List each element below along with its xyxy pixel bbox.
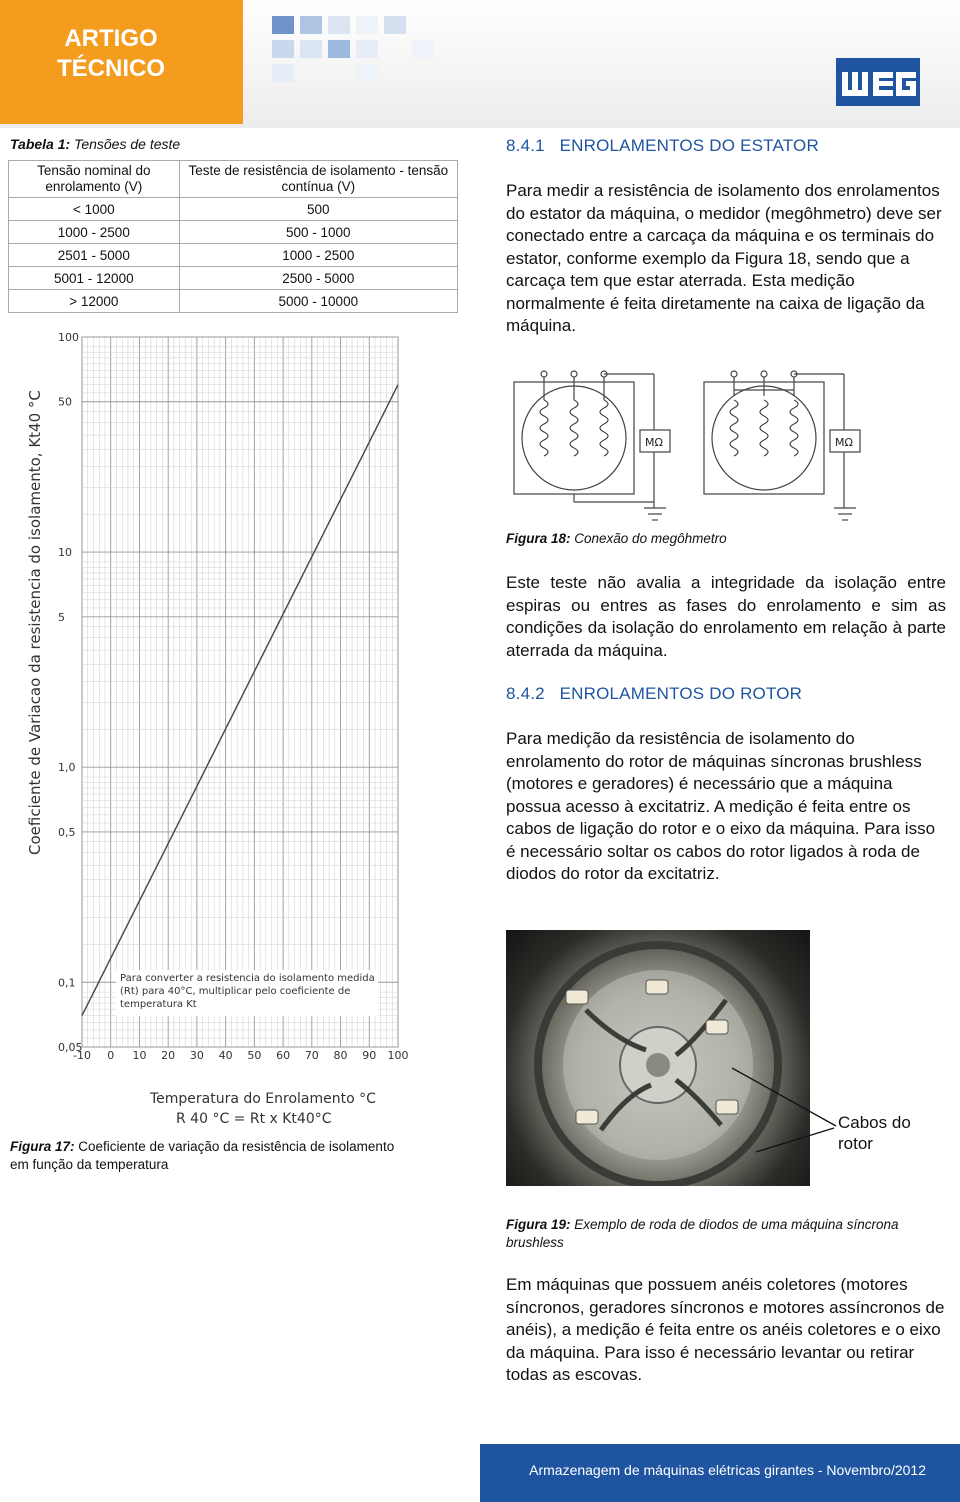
x-tick-label: 60 (276, 1049, 291, 1062)
x-tick-label: 10 (132, 1049, 147, 1062)
chart-y-axis-label: Coeficiente de Variacao da resistencia do isolamento, Kt40 °C (26, 390, 44, 855)
table-row: 5001 - 12000 2500 - 5000 (9, 267, 458, 290)
table-header-nominal: Tensão nominal do enrolamento (V) (9, 161, 180, 198)
y-tick-label: 50 (58, 395, 72, 409)
table-row: < 1000 500 (9, 198, 458, 221)
header-title (0, 24, 222, 84)
x-tick-label: 80 (333, 1049, 348, 1062)
x-tick-label: 90 (362, 1049, 377, 1062)
y-tick-label: 100 (58, 331, 79, 344)
table-row: 2501 - 5000 1000 - 2500 (9, 244, 458, 267)
header-title-line1: ARTIGO (64, 25, 158, 52)
figure17-caption: Figura 17: Coeficiente de variação da resistência de isolamento em função da temperatura (10, 1139, 395, 1172)
stator-frame-2 (704, 382, 824, 494)
section-841-heading: 8.4.1 ENROLAMENTOS DO ESTATOR (506, 136, 819, 155)
section-842-heading: 8.4.2 ENROLAMENTOS DO ROTOR (506, 684, 803, 703)
x-tick-label: 20 (161, 1049, 176, 1062)
isolation-test-note: Este teste não avalia a integridade da isolação entre espiras ou entres as fases do enrolamento e sim as condições da isolação do enrolamento em relação à parte aterrada da máquina. (506, 573, 946, 660)
table-row: 1000 - 2500 500 - 1000 (9, 221, 458, 244)
megohmmeter-connection-diagram (506, 370, 866, 530)
x-tick-label: 50 (247, 1049, 262, 1062)
table-header-row (9, 161, 458, 198)
x-tick-label: 100 (387, 1049, 409, 1062)
rotor-cables-callout: Cabos do rotor (838, 1113, 911, 1153)
weg-logo (836, 58, 920, 106)
y-tick-label: 1,0 (58, 761, 76, 775)
test-voltage-table (8, 160, 458, 313)
temperature-coefficient-chart (0, 325, 480, 1135)
y-tick-label: 10 (58, 546, 72, 560)
chart-note: Para converter a resistencia do isolamento medida (Rt) para 40°C, multiplicar pelo coeficiente de temperatura Kt (120, 973, 375, 1010)
figure18-caption: Figura 18: Conexão do megôhmetro (506, 531, 727, 546)
footer-text: Armazenagem de máquinas elétricas girantes - Novembro/2012 (529, 1462, 926, 1478)
x-tick-label: 40 (218, 1049, 233, 1062)
x-tick-label: -10 (73, 1049, 91, 1062)
table-row: > 12000 5000 - 10000 (9, 290, 458, 313)
chart-formula: R 40 °C = Rt x Kt40°C (176, 1111, 332, 1127)
section-841-text: Para medir a resistência de isolamento dos enrolamentos do estator da máquina, o medidor (megôhmetro) deve ser conectado entre a carcaça da máquina e os terminais do estator, conforme exemplo da Figura 18, sendo que a carcaça tem que estar aterrada. Esta medição normalmente é feita diretamente na caixa de ligação da máquina. (506, 181, 942, 335)
header-title-line2: TÉCNICO (57, 55, 165, 82)
y-tick-label: 0,1 (58, 976, 76, 990)
chart-y-tick-labels (58, 331, 83, 1054)
megohmmeter-label-1: MΩ (645, 436, 663, 449)
y-tick-label: 0,5 (58, 825, 76, 839)
chart-x-axis-label: Temperatura do Enrolamento °C (150, 1091, 376, 1107)
table1-caption: Tabela 1: Tensões de teste (10, 136, 181, 152)
x-tick-label: 0 (107, 1049, 115, 1062)
x-tick-label: 30 (189, 1049, 204, 1062)
y-tick-label: 5 (58, 610, 65, 624)
chart-grid (82, 337, 398, 1047)
chart-plot-area (82, 337, 398, 1047)
callout-line (732, 1068, 836, 1126)
table-header-test: Teste de resistência de isolamento - tensão contínua (V) (179, 161, 457, 198)
y-tick-label: 0,05 (58, 1041, 83, 1054)
x-tick-label: 70 (304, 1049, 319, 1062)
megohmmeter-label-2: MΩ (835, 436, 853, 449)
chart-x-tick-labels (73, 1049, 408, 1062)
slip-ring-measurement-text: Em máquinas que possuem anéis coletores (motores síncronos, geradores síncronos e motores assíncronos de anéis), a medição é feita entre os anéis coletores e o eixo da máquina. Para isso é necessário levantar ou retirar todas as escovas. (506, 1275, 945, 1384)
section-842-text: Para medição da resistência de isolamento do enrolamento do rotor de máquinas síncronas brushless (motores e geradores) é necessário que a máquina possua acesso à excitatriz. A medição é feita entre os cabos de ligação do rotor e o eixo da máquina. Para isso é necessário soltar os cabos do rotor ligados à roda de diodos do rotor da excitatriz. (506, 729, 936, 883)
figure19-caption: Figura 19: Exemplo de roda de diodos de uma máquina síncrona brushless (506, 1217, 899, 1250)
